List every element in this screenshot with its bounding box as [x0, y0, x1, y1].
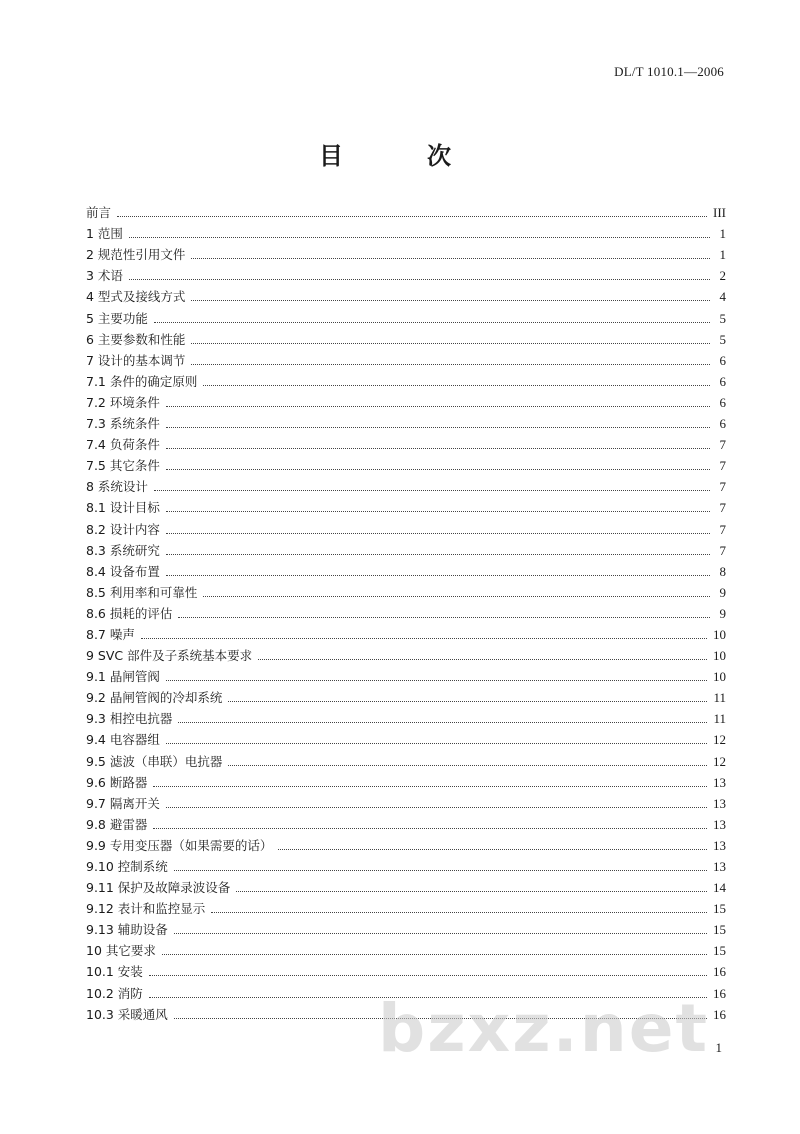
toc-entry-page: 16	[713, 964, 726, 980]
toc-entry-page: 5	[719, 331, 726, 347]
toc-dot-leader	[154, 322, 710, 323]
toc-entry-page: 13	[713, 774, 726, 790]
toc-entry[interactable]	[86, 624, 726, 645]
toc-entry-label: 9.10 控制系统	[86, 859, 168, 874]
toc-entry-label: 8 系统设计	[86, 479, 148, 495]
toc-entry-page: 11	[713, 711, 726, 727]
toc-entry[interactable]	[86, 434, 726, 455]
toc-entry[interactable]	[86, 265, 726, 286]
toc-entry-label: 9.2 晶闸管阀的冷却系统	[86, 690, 223, 706]
toc-entry[interactable]	[86, 856, 726, 877]
toc-entry-label: 10.2 消防	[86, 985, 143, 1001]
toc-dot-leader	[236, 891, 707, 892]
toc-dot-leader	[166, 533, 710, 534]
toc-entry-label: 9.12 表计和监控显示	[86, 901, 206, 917]
toc-dot-leader	[228, 765, 707, 766]
page-number: 1	[715, 1040, 722, 1055]
toc-entry-page: 15	[713, 901, 726, 917]
toc-entry[interactable]	[86, 286, 726, 307]
toc-entry-label: 前言	[86, 205, 112, 221]
toc-entry-page: 7	[719, 458, 726, 474]
toc-entry-label: 7 设计的基本调节	[86, 352, 186, 368]
toc-entry-label: 2 规范性引用文件	[86, 247, 186, 263]
toc-entry[interactable]	[86, 687, 726, 708]
toc-entry-label: 9.4 电容器组	[86, 732, 160, 748]
toc-entry[interactable]	[86, 708, 726, 729]
toc-entry-page: 1	[719, 247, 726, 263]
toc-dot-leader	[117, 216, 707, 217]
toc-entry-label: 7.3 系统条件	[86, 416, 160, 432]
toc-entry-label: 7.2 环境条件	[86, 394, 160, 410]
toc-dot-leader	[166, 554, 710, 555]
toc-entry[interactable]	[86, 307, 726, 328]
toc-entry[interactable]	[86, 603, 726, 624]
toc-dot-leader	[154, 490, 710, 491]
toc-dot-leader	[228, 701, 707, 702]
toc-entry[interactable]	[86, 877, 726, 898]
toc-entry[interactable]	[86, 940, 726, 961]
toc-entry-page: 7	[719, 437, 726, 453]
toc-entry-page: 6	[719, 352, 726, 368]
toc-entry-page: 13	[713, 837, 726, 853]
toc-entry[interactable]	[86, 518, 726, 539]
toc-entry-label: 9.9 专用变压器（如果需要的话）	[86, 837, 273, 853]
toc-entry-label: 4 型式及接线方式	[86, 289, 186, 305]
toc-entry-label: 6 主要参数和性能	[86, 331, 186, 347]
toc-dot-leader	[153, 828, 707, 829]
toc-entry-page: 10	[713, 669, 726, 685]
toc-dot-leader	[162, 954, 707, 955]
toc-entry-page: 6	[719, 373, 726, 389]
toc-entry[interactable]	[86, 961, 726, 982]
toc-dot-leader	[178, 617, 710, 618]
toc-entry[interactable]	[86, 223, 726, 244]
toc-entry-label: 9.11 保护及故障录波设备	[86, 880, 231, 896]
toc-dot-leader	[178, 722, 707, 723]
toc-entry-label: 8.6 损耗的评估	[86, 605, 173, 621]
document-code: DL/T 1010.1—2006	[614, 64, 724, 79]
toc-entry-label: 8.3 系统研究	[86, 542, 160, 558]
toc-entry-page: 12	[713, 753, 726, 769]
toc-entry[interactable]	[86, 455, 726, 476]
toc-entry-page: 6	[719, 416, 726, 432]
toc-entry[interactable]	[86, 772, 726, 793]
toc-entry-page: 7	[719, 542, 726, 558]
toc-entry-page: 6	[719, 394, 726, 410]
toc-entry[interactable]	[86, 329, 726, 350]
toc-dot-leader	[166, 743, 707, 744]
toc-dot-leader	[191, 364, 710, 365]
toc-entry-label: 7.5 其它条件	[86, 458, 160, 474]
toc-entry[interactable]	[86, 350, 726, 371]
toc-entry[interactable]	[86, 540, 726, 561]
toc-dot-leader	[191, 258, 710, 259]
toc-entry-page: 14	[713, 880, 726, 896]
toc-entry-page: III	[713, 205, 726, 221]
toc-entry[interactable]	[86, 392, 726, 413]
toc-entry-page: 10	[713, 626, 726, 642]
toc-entry-page: 13	[713, 795, 726, 811]
toc-dot-leader	[153, 786, 707, 787]
toc-entry[interactable]	[86, 898, 726, 919]
toc-entry-label: 9 SVC 部件及子系统基本要求	[86, 648, 253, 664]
toc-entry-page: 8	[719, 563, 726, 579]
toc-entry-label: 7.1 条件的确定原则	[86, 373, 198, 389]
toc-dot-leader	[203, 385, 710, 386]
toc-entry[interactable]	[86, 582, 726, 603]
page-title: 目 次	[319, 142, 481, 170]
toc-dot-leader	[191, 343, 710, 344]
toc-dot-leader	[166, 448, 710, 449]
toc-dot-leader	[174, 933, 707, 934]
toc-entry-page: 7	[719, 479, 726, 495]
toc-entry-label: 9.5 滤波（串联）电抗器	[86, 753, 223, 769]
toc-entry-label: 8.1 设计目标	[86, 500, 160, 516]
toc-dot-leader	[166, 575, 710, 576]
toc-entry-label: 5 主要功能	[86, 310, 148, 326]
toc-dot-leader	[129, 237, 710, 238]
toc-dot-leader	[141, 638, 707, 639]
toc-entry[interactable]	[86, 750, 726, 771]
toc-entry-page: 15	[713, 943, 726, 959]
toc-entry-label: 7.4 负荷条件	[86, 437, 160, 453]
toc-entry-page: 4	[719, 289, 726, 305]
toc-dot-leader	[166, 406, 710, 407]
toc-entry-page: 7	[719, 500, 726, 516]
toc-entry-label: 8.7 噪声	[86, 626, 135, 642]
toc-entry[interactable]	[86, 413, 726, 434]
toc-entry[interactable]	[86, 645, 726, 666]
toc-entry-label: 9.6 断路器	[86, 774, 148, 790]
toc-dot-leader	[211, 912, 707, 913]
toc-entry[interactable]	[86, 814, 726, 835]
watermark: bzxz.net	[378, 990, 710, 1067]
toc-entry-page: 9	[719, 605, 726, 621]
toc-entry-page: 2	[719, 268, 726, 284]
toc-entry-label: 8.2 设计内容	[86, 521, 160, 537]
toc-dot-leader	[203, 596, 710, 597]
toc-entry-page: 13	[713, 816, 726, 832]
toc-entry-label: 10.3 采暖通风	[86, 1006, 168, 1022]
toc-entry-page: 7	[719, 521, 726, 537]
toc-dot-leader	[149, 975, 707, 976]
toc-dot-leader	[278, 849, 707, 850]
toc-entry[interactable]	[86, 244, 726, 265]
toc-dot-leader	[166, 680, 707, 681]
toc-entry-page: 13	[713, 859, 726, 874]
toc-entry-page: 16	[713, 1006, 726, 1022]
toc-dot-leader	[166, 511, 710, 512]
toc-entry-label: 9.8 避雷器	[86, 816, 148, 832]
toc-entry-page: 5	[719, 310, 726, 326]
toc-entry-label: 9.1 晶闸管阀	[86, 669, 160, 685]
toc-dot-leader	[166, 469, 710, 470]
toc-entry[interactable]	[86, 793, 726, 814]
toc-entry[interactable]	[86, 202, 726, 223]
toc-entry-label: 1 范围	[86, 226, 123, 242]
toc-entry[interactable]	[86, 561, 726, 582]
toc-entry-page: 10	[713, 648, 726, 664]
toc-entry-page: 12	[713, 732, 726, 748]
toc-entry-label: 8.4 设备布置	[86, 563, 160, 579]
toc-entry-page: 9	[719, 584, 726, 600]
toc-entry[interactable]	[86, 729, 726, 750]
toc-dot-leader	[129, 279, 710, 280]
toc-entry[interactable]	[86, 497, 726, 518]
toc-entry-label: 9.3 相控电抗器	[86, 711, 173, 727]
toc-entry[interactable]	[86, 476, 726, 497]
toc-entry[interactable]	[86, 371, 726, 392]
toc-dot-leader	[174, 870, 707, 871]
toc-entry-page: 1	[719, 226, 726, 242]
toc-entry-page: 16	[713, 985, 726, 1001]
toc-entry-label: 8.5 利用率和可靠性	[86, 584, 198, 600]
toc-entry-label: 9.13 辅助设备	[86, 922, 168, 938]
toc-entry-label: 10 其它要求	[86, 943, 156, 959]
toc-entry[interactable]	[86, 666, 726, 687]
toc-entry-page: 15	[713, 922, 726, 938]
table-of-contents	[86, 202, 726, 1025]
toc-entry-label: 9.7 隔离开关	[86, 795, 160, 811]
toc-dot-leader	[166, 807, 707, 808]
toc-entry-page: 11	[713, 690, 726, 706]
toc-dot-leader	[166, 427, 710, 428]
toc-entry-label: 10.1 安装	[86, 964, 143, 980]
toc-dot-leader	[258, 659, 707, 660]
toc-entry[interactable]	[86, 835, 726, 856]
toc-entry[interactable]	[86, 919, 726, 940]
toc-dot-leader	[191, 300, 710, 301]
toc-entry-label: 3 术语	[86, 268, 123, 284]
